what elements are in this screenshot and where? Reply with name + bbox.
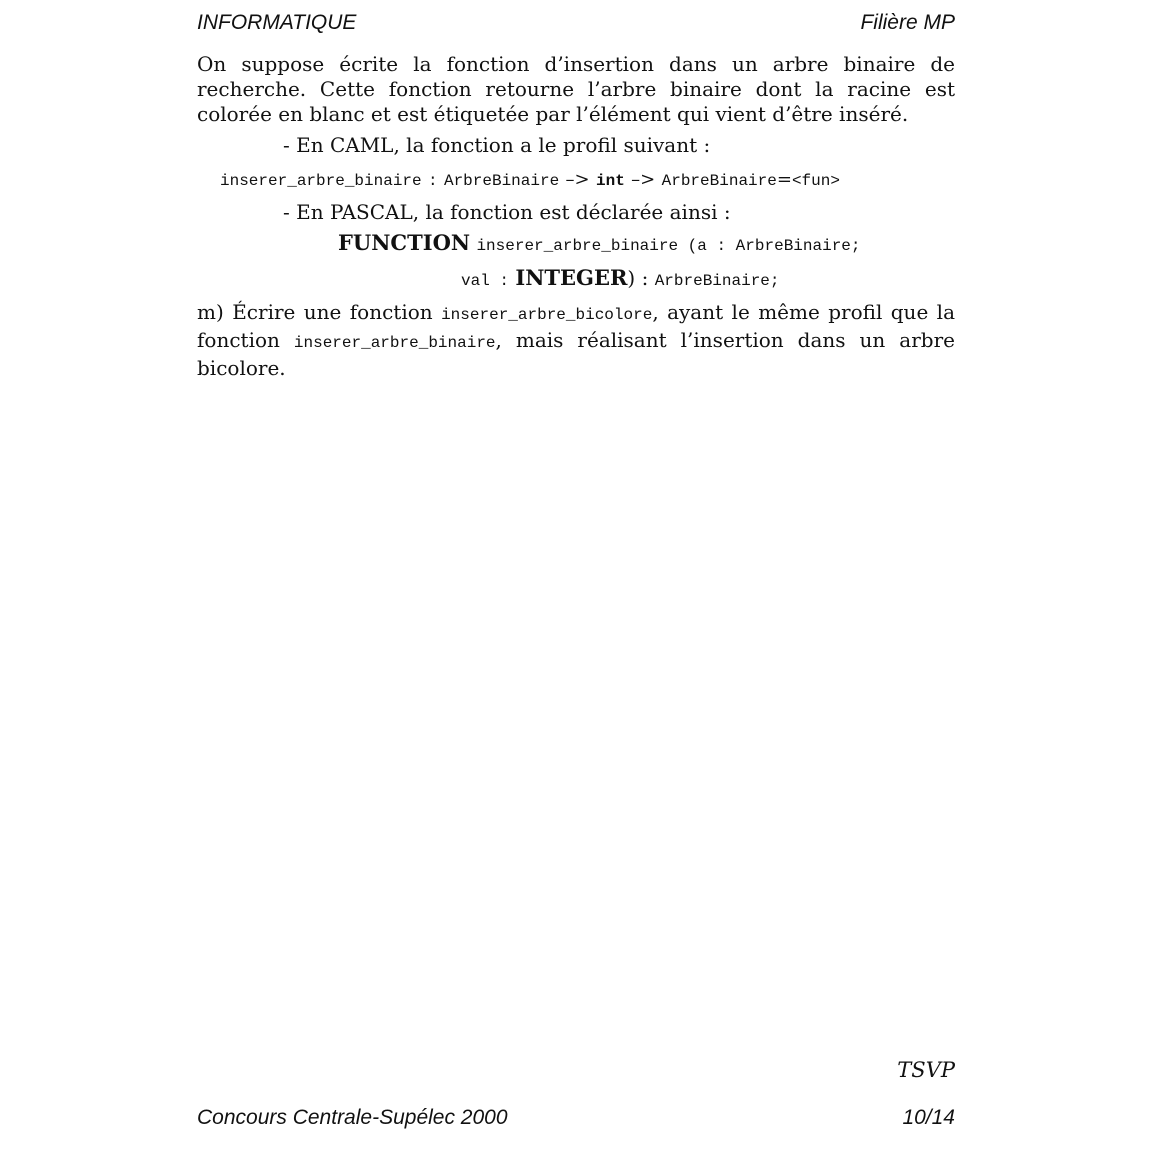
- footer-contest: Concours Centrale-Supélec 2000: [197, 1106, 508, 1129]
- caml-fn-name: inserer_arbre_binaire: [220, 172, 422, 190]
- caml-signature: [220, 166, 955, 194]
- pascal-line2-tail: ) :: [627, 266, 649, 290]
- caml-type1: ArbreBinaire: [443, 172, 560, 190]
- caml-arrow2: –>: [631, 169, 656, 190]
- question-text-c: , mais réalisant l’insertion dans un arbre bicolore.: [197, 328, 955, 380]
- caml-type-int: int: [596, 172, 625, 190]
- tsvp-note: TSVP: [897, 1058, 955, 1082]
- pascal-line2-code: ArbreBinaire;: [654, 272, 780, 290]
- pascal-declaration-line1: [338, 230, 955, 259]
- caml-label: - En CAML, la fonction a le profil suivant :: [283, 133, 711, 157]
- question-m: [197, 300, 955, 381]
- pascal-label: - En PASCAL, la fonction est déclarée ainsi :: [283, 200, 731, 224]
- page-header: [197, 11, 955, 35]
- caml-type2: ArbreBinaire: [661, 172, 777, 190]
- pascal-val-code: val :: [461, 272, 510, 290]
- pascal-line1-code: inserer_arbre_binaire (a : ArbreBinaire;: [476, 237, 861, 255]
- header-track: Filière MP: [860, 11, 955, 34]
- page-content: [197, 52, 955, 381]
- pascal-keyword-function: FUNCTION: [338, 230, 471, 255]
- question-code-b: inserer_arbre_binaire: [293, 334, 496, 352]
- question-text-b: , ayant le même profil que la fonction: [197, 300, 956, 352]
- question-text-a: Écrire une fonction: [232, 300, 433, 324]
- caml-colon: :: [428, 172, 438, 190]
- question-label: m): [197, 300, 224, 324]
- caml-equals: =: [776, 169, 792, 190]
- caml-arrow1: –>: [565, 169, 590, 190]
- intro-paragraph: On suppose écrite la fonction d’insertion dans un arbre binaire de recherche. Cette fonction retourne l’arbre binaire dont la racine est colorée en blanc et est étiquetée par l’élément qui vient d’être inséré.: [197, 52, 955, 126]
- page-footer: [197, 1106, 955, 1130]
- pascal-declaration-line2: [461, 265, 955, 294]
- header-subject: INFORMATIQUE: [197, 11, 357, 34]
- pascal-keyword-integer: INTEGER: [515, 265, 628, 290]
- caml-fun: <fun>: [791, 172, 840, 190]
- footer-page-number: 10/14: [902, 1106, 955, 1129]
- question-code-a: inserer_arbre_bicolore: [441, 306, 653, 324]
